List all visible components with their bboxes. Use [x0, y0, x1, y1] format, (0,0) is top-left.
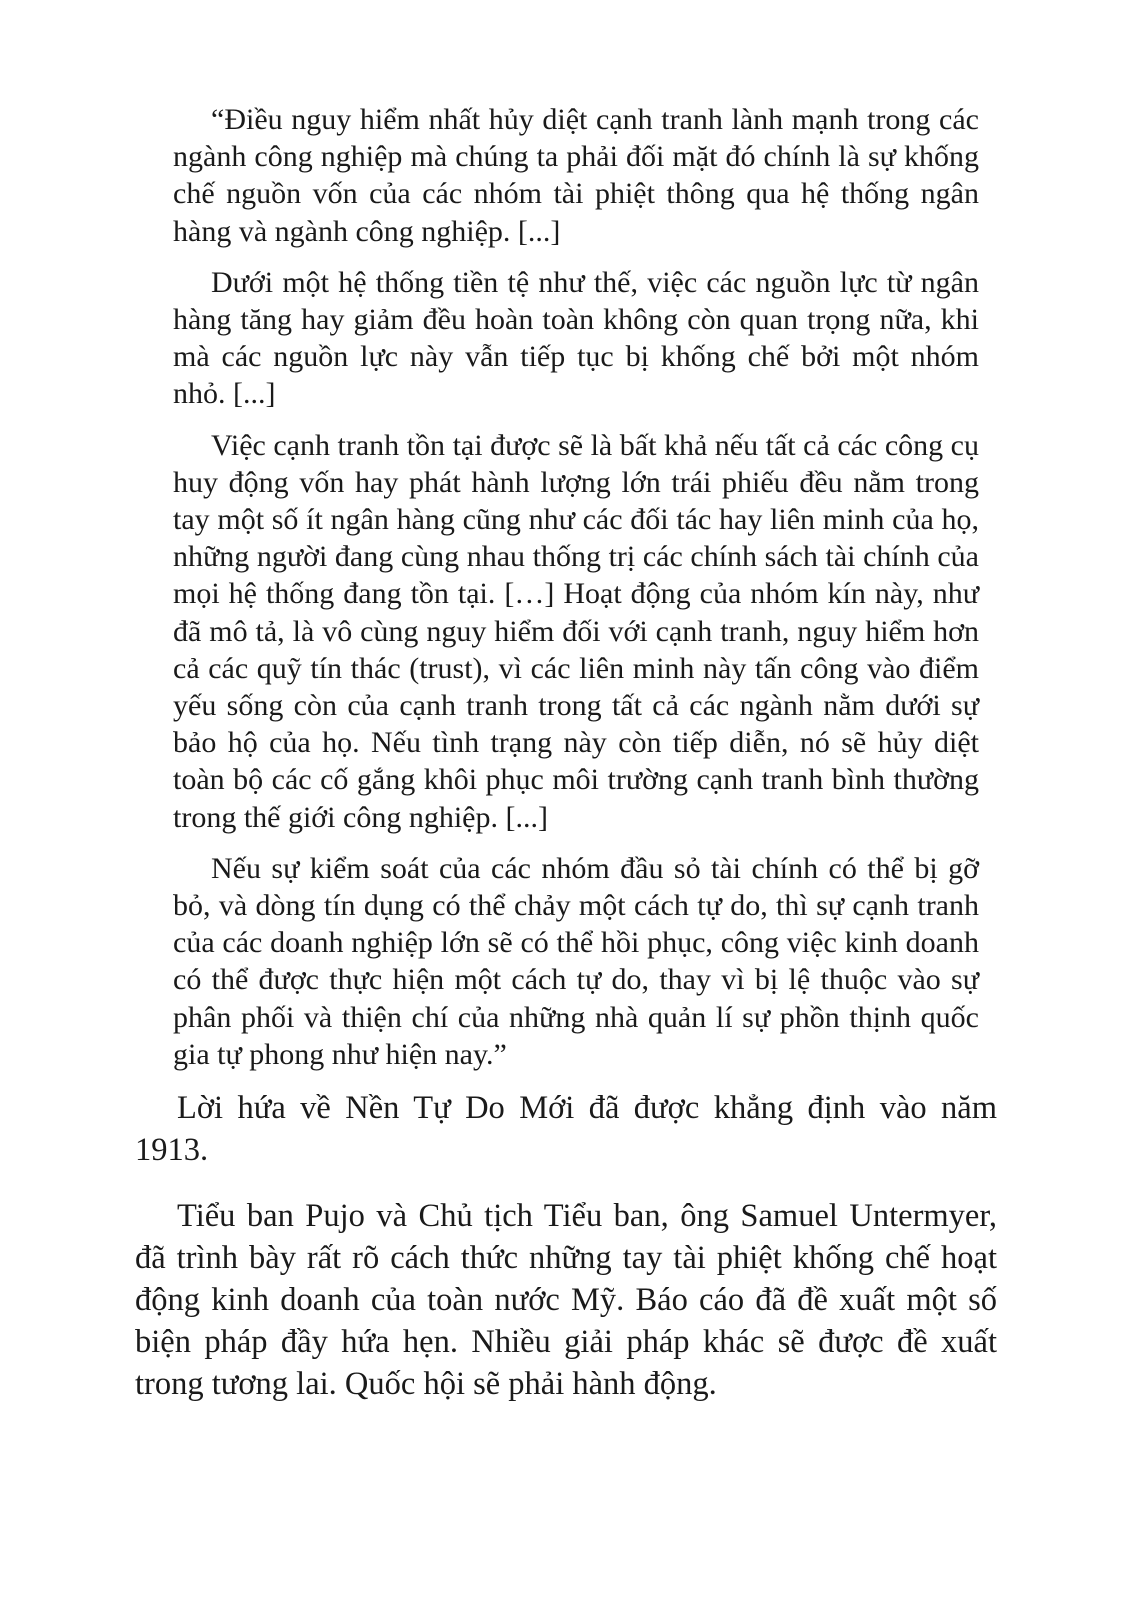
quote-paragraph-1: “Điều nguy hiểm nhất hủy diệt cạnh tranh lành mạnh trong các ngành công nghiệp mà chúng ta phải đối mặt đó chính là sự khống chế nguồn vốn của các nhóm tài phiệt thông qua hệ thống ngân hàng và ngành công nghiệp. [...]: [173, 103, 979, 248]
body-paragraph-1: Lời hứa về Nền Tự Do Mới đã được khẳng định vào năm 1913.: [135, 1090, 997, 1168]
body-paragraph-2: Tiểu ban Pujo và Chủ tịch Tiểu ban, ông Samuel Untermyer, đã trình bày rất rõ cách thức những tay tài phiệt khống chế hoạt động kinh doanh của toàn nước Mỹ. Báo cáo đã đề xuất một số biện pháp đầy hứa hẹn. Nhiều giải pháp khác sẽ được đề xuất trong tương lai. Quốc hội sẽ phải hành động.: [135, 1198, 997, 1402]
block-quote: [173, 101, 979, 1087]
quote-paragraph-4: Nếu sự kiểm soát của các nhóm đầu sỏ tài chính có thể bị gỡ bỏ, và dòng tín dụng có thể chảy một cách tự do, thì sự cạnh tranh của các doanh nghiệp lớn sẽ có thể hồi phục, công việc kinh doanh có thể được thực hiện một cách tự do, thay vì bị lệ thuộc vào sự phân phối và thiện chí của những nhà quản lí sự phồn thịnh quốc gia tự phong như hiện nay.”: [173, 851, 979, 1071]
quote-paragraph-2: Dưới một hệ thống tiền tệ như thế, việc các nguồn lực từ ngân hàng tăng hay giảm đều hoàn toàn không còn quan trọng nữa, khi mà các nguồn lực này vẫn tiếp tục bị khống chế bởi một nhóm nhỏ. [...]: [173, 265, 979, 411]
quote-paragraph-3: Việc cạnh tranh tồn tại được sẽ là bất khả nếu tất cả các công cụ huy động vốn hay phát hành lượng lớn trái phiếu đều nằm trong tay một số ít ngân hàng cũng như các đối tác hay liên minh của họ, những người đang cùng nhau thống trị các chính sách tài chính của mọi hệ thống đang tồn tại. […] Hoạt động của nhóm kín này, như đã mô tả, là vô cùng nguy hiểm đối với cạnh tranh, nguy hiểm hơn cả các quỹ tín thác (trust), vì các liên minh này tấn công vào điểm yếu sống còn của cạnh tranh trong tất cả các ngành nằm dưới sự bảo hộ của họ. Nếu tình trạng này còn tiếp diễn, nó sẽ hủy diệt toàn bộ các cố gắng khôi phục môi trường cạnh tranh bình thường trong thế giới công nghiệp. [...]: [173, 428, 979, 834]
body-text: [135, 1087, 997, 1429]
